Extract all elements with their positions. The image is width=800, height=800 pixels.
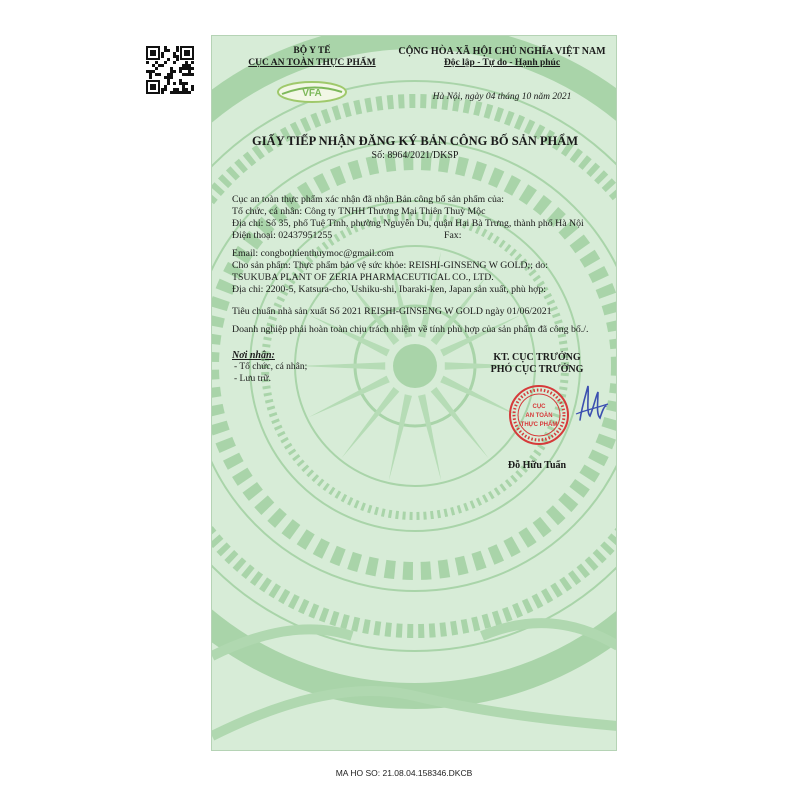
document-title: GIẤY TIẾP NHẬN ĐĂNG KÝ BẢN CÔNG BỐ SẢN PHẨM bbox=[251, 134, 579, 148]
body-line: TSUKUBA PLANT OF ZERIA PHARMACEUTICAL CO., LTD. bbox=[232, 272, 494, 283]
body-line: Địa chỉ: 2200-5, Katsura-cho, Ushiku-shi, Ibaraki-ken, Japan sản xuất, phù hợp: bbox=[232, 284, 546, 295]
recipients-title: Nơi nhận: bbox=[232, 350, 275, 361]
body-line: Tổ chức, cá nhân: Công ty TNHH Thương Mại Thiên Thuỳ Mộc bbox=[232, 206, 486, 217]
svg-text:AN TOÀN: AN TOÀN bbox=[525, 413, 553, 419]
body-line: Cục an toàn thực phẩm xác nhận đã nhận Bản công bố sản phẩm của: bbox=[232, 194, 504, 205]
svg-text:CỤC: CỤC bbox=[532, 404, 546, 410]
vfa-logo-icon bbox=[276, 80, 348, 104]
body-line: Email: congbothienthuymoc@gmail.com bbox=[232, 248, 394, 259]
ministry-name: BỘ Y TẾ bbox=[293, 46, 331, 56]
body-line: Địa chỉ: Số 35, phố Tuệ Tĩnh, phường Nguyễn Du, quận Hai Bà Trưng, thành phố Hà Nội bbox=[232, 218, 584, 229]
official-seal-icon bbox=[508, 384, 570, 446]
recipient-item: - Lưu trữ. bbox=[234, 374, 271, 384]
signature-icon bbox=[572, 376, 612, 436]
qr-code-icon bbox=[146, 46, 194, 94]
date-place: Hà Nội, ngày 04 tháng 10 năm 2021 bbox=[432, 92, 572, 102]
department-name: CỤC AN TOÀN THỰC PHẨM bbox=[248, 58, 376, 68]
body-line: Cho sản phẩm: Thực phẩm bảo vệ sức khỏe: REISHI-GINSENG W GOLD;; do: bbox=[232, 260, 548, 271]
dossier-code: MA HO SO: 21.08.04.158346.DKCB bbox=[335, 768, 473, 778]
svg-text:THỰC PHẨM: THỰC PHẨM bbox=[520, 422, 558, 428]
national-motto: Độc lập - Tự do - Hạnh phúc bbox=[443, 58, 561, 68]
signatory-name: Đỗ Hữu Tuấn bbox=[507, 460, 567, 471]
certificate-sheet bbox=[211, 35, 617, 751]
recipient-item: - Tổ chức, cá nhân; bbox=[234, 362, 308, 372]
body-line: Doanh nghiệp phải hoàn toàn chịu trách nhiệm về tính phù hợp của sản phẩm đã công bố./. bbox=[232, 324, 589, 335]
body-line: Điện thoại: 02437951255 bbox=[232, 230, 333, 241]
body-line: Tiêu chuẩn nhà sản xuất Số 2021 REISHI-GINSENG W GOLD ngày 01/06/2021 bbox=[232, 306, 552, 317]
document-number: Số: 8964/2021/DKSP bbox=[371, 150, 459, 161]
svg-text:VFA: VFA bbox=[302, 88, 322, 99]
country-name: CỘNG HÒA XÃ HỘI CHỦ NGHĨA VIỆT NAM bbox=[398, 46, 606, 57]
signatory-title: KT. CỤC TRƯỞNG bbox=[493, 352, 581, 363]
fax-label: Fax: bbox=[444, 230, 462, 241]
signatory-subtitle: PHÓ CỤC TRƯỞNG bbox=[490, 364, 584, 375]
